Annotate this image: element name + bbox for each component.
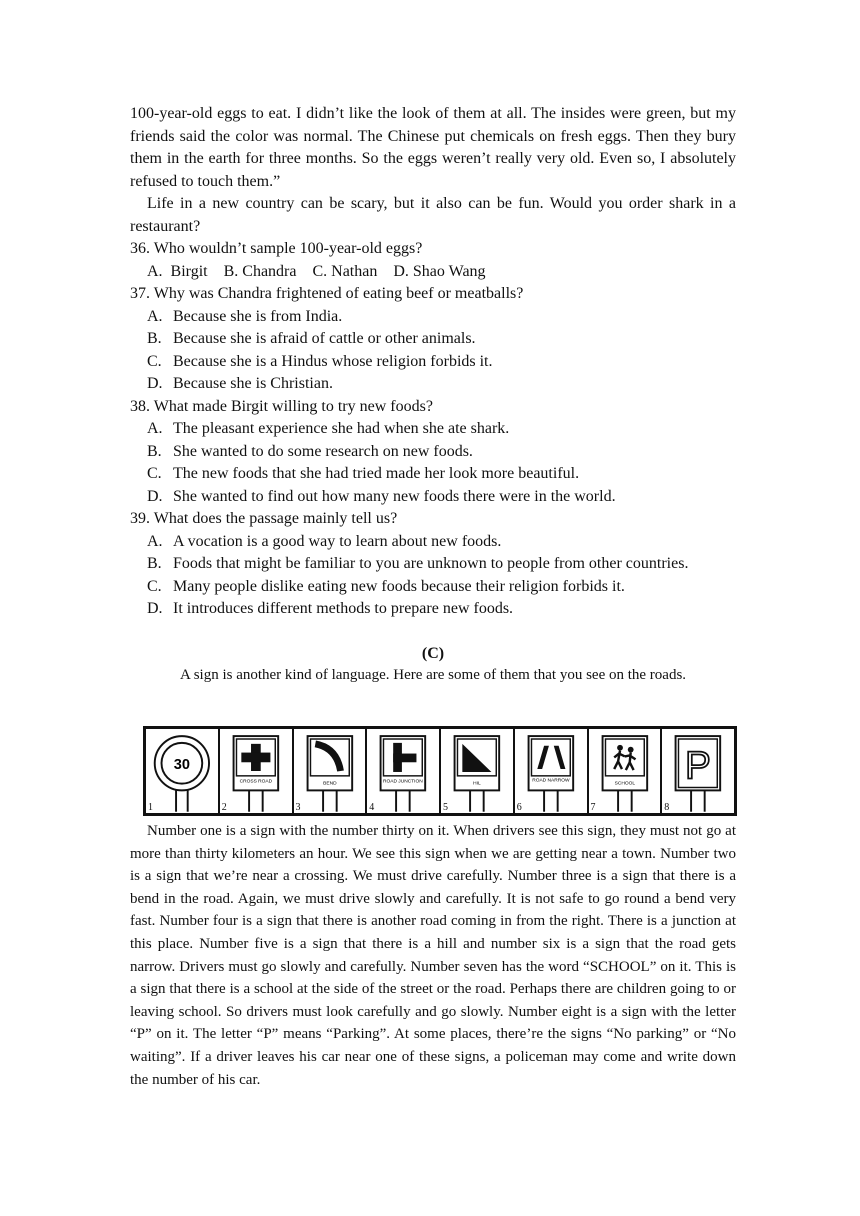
option — [147, 418, 736, 441]
sign-label: 30 — [173, 757, 190, 774]
road-narrow-sign — [515, 729, 589, 813]
option — [147, 306, 736, 329]
option — [147, 351, 736, 374]
option-text: It introduces different methods to prepare new foods. — [173, 600, 514, 617]
sign-number: 8 — [664, 802, 670, 813]
option — [147, 486, 736, 509]
sign-number: 7 — [590, 802, 596, 813]
option-letter: D. — [147, 487, 163, 505]
question-36: 36. Who wouldn’t sample 100-year-old eggs? — [130, 240, 423, 257]
question-37: 37. Why was Chandra frightened of eating beef or meatballs? — [130, 285, 524, 302]
question-36-options: A. Birgit B. Chandra C. Nathan D. Shao Wang — [147, 262, 486, 280]
sign-number: 1 — [148, 802, 153, 813]
sign-number: 6 — [516, 802, 522, 813]
cross-road-icon — [220, 729, 292, 813]
option-text: Because she is afraid of cattle or other animals. — [173, 330, 476, 347]
option-text: A vocation is a good way to learn about new foods. — [173, 532, 502, 550]
option-letter: B. — [147, 330, 162, 347]
section-title: (C) — [421, 644, 445, 662]
sign-number: 3 — [295, 802, 301, 813]
parking-sign — [662, 729, 734, 813]
option-letter: D. — [147, 600, 163, 617]
question-39: 39. What does the passage mainly tell us? — [130, 510, 398, 527]
option-letter: C. — [147, 352, 162, 370]
option-letter: C. — [147, 465, 162, 482]
passage-text: Number one is a sign with the number thirty on it. When drivers see this sign, they must not go at more than thirty kilometers an hour. We see this sign when we are getting near a town. Number two is a sign that we’re near a crossing. We must drive carefully. Number three is a sign that there is a bend in the road. Again, we must drive slowly and carefully. It is not safe to go round a bend very fast. Number four is a sign that there is another road coming in from the right. There is a junction at this place. Number five is a sign that there is a hill and number six is a sign that the road gets narrow. Drivers must go slowly and carefully. Number seven has the word “SCHOOL” on it. This is a sign that there is a school at the side of the street or the road. Perhaps there are children going to or leaving school. So drivers must look carefully and go slowly. Number eight is a sign with the letter “P” on it. The letter “P” means “Parking”. At some places, there’re the signs “No parking” or “No waiting”. If a driver leaves his car near one of these signs, a policeman may come and write down the number of his car. — [130, 823, 736, 1088]
road-junction-sign — [367, 729, 441, 813]
option-letter: A. — [147, 532, 163, 550]
document-page — [130, 103, 736, 685]
speed-limit-icon — [146, 729, 218, 813]
option-letter: D. — [147, 375, 163, 392]
sign-label: BEND — [322, 781, 337, 787]
sign-number: 4 — [369, 802, 375, 813]
option-text: Because she is Christian. — [173, 375, 333, 392]
option — [147, 373, 736, 396]
option — [147, 598, 736, 621]
question-38: 38. What made Birgit willing to try new foods? — [130, 397, 433, 415]
option-letter: A. — [147, 307, 163, 325]
bend-sign — [294, 729, 368, 813]
sign-label: HIL — [473, 781, 481, 787]
option-letter: C. — [147, 577, 162, 595]
option-letter: B. — [147, 442, 162, 460]
option-text: Because she is a Hindus whose religion forbids it. — [173, 352, 493, 370]
sign-label: ROAD NARROW — [531, 778, 570, 784]
school-sign — [589, 729, 663, 813]
sign-label: ROAD JUNCTION — [383, 779, 423, 785]
option-text: Foods that might be familiar to you are unknown to people from other countries. — [173, 555, 689, 572]
option-text: She wanted to find out how many new foods there were in the world. — [173, 487, 616, 505]
option — [147, 328, 736, 351]
hill-icon — [441, 729, 513, 813]
speed-limit-sign — [146, 729, 220, 813]
bend-icon — [294, 729, 366, 813]
option-text: Many people dislike eating new foods because their religion forbids it. — [173, 577, 625, 595]
option — [147, 531, 736, 554]
option-text: The new foods that she had tried made her look more beautiful. — [173, 465, 580, 482]
passage-paragraph: Life in a new country can be scary, but it also can be fun. Would you order shark in a restaurant? — [130, 195, 736, 235]
sign-number: 5 — [443, 802, 448, 813]
sign-label: SCHOOL — [614, 781, 635, 787]
sign-label: P — [685, 744, 712, 788]
section-intro: A sign is another kind of language. Here are some of them that you see on the roads. — [179, 666, 687, 683]
sign-number: 2 — [221, 802, 227, 813]
option — [147, 576, 736, 599]
cross-road-sign — [220, 729, 294, 813]
option-letter: B. — [147, 555, 162, 572]
option-letter: A. — [147, 420, 163, 437]
option-text: Because she is from India. — [173, 307, 343, 325]
road-narrow-icon — [515, 729, 587, 813]
option-text: She wanted to do some research on new foods. — [173, 442, 473, 460]
option-text: The pleasant experience she had when she ate shark. — [173, 420, 510, 437]
parking-icon — [662, 729, 734, 813]
option — [147, 463, 736, 486]
option — [147, 553, 736, 576]
passage-paragraph: 100-year-old eggs to eat. I didn’t like the look of them at all. The insides were green, but my friends said the color was normal. The Chinese put chemicals on fresh eggs. Then they bury them in the earth for three months. So the eggs weren’t really very old. Even so, I absolutely refused to touch them.” — [130, 105, 736, 190]
signs-passage — [130, 820, 736, 1091]
hill-sign — [441, 729, 515, 813]
school-children-icon — [589, 729, 661, 813]
road-signs-figure — [143, 726, 737, 816]
sign-label: CROSS ROAD — [239, 779, 272, 785]
option — [147, 441, 736, 464]
road-junction-icon — [367, 729, 439, 813]
